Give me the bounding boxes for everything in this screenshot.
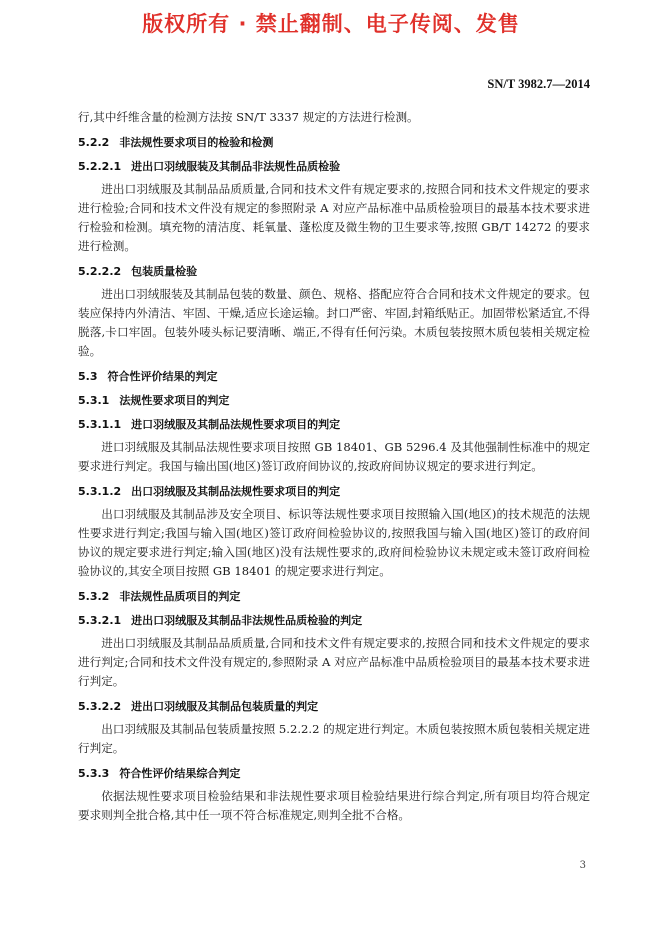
section-number: 5.2.2 <box>78 136 110 149</box>
section-title: 符合性评价结果的判定 <box>107 370 218 383</box>
section-number: 5.3.2.1 <box>78 614 122 627</box>
paragraph: 进出口羽绒服及其制品品质质量,合同和技术文件有规定要求的,按照合同和技术文件规定的要求进行检验;合同和技术文件没有规定的参照附录 A 对应产品标准中品质检验项目的最基本技术要求进行检验和检测。填充物的清洁度、耗氧量、蓬松度及微生物的卫生要求等,按照 GB/T 14272 的要求进行检测。 <box>78 182 590 253</box>
section-heading <box>78 613 590 629</box>
section-heading <box>78 393 590 409</box>
section-title: 非法规性要求项目的检验和检测 <box>119 136 274 149</box>
section-number: 5.2.2.2 <box>78 265 122 278</box>
document-number: SN/T 3982.7—2014 <box>487 77 590 91</box>
section-number: 5.3.1 <box>78 394 110 407</box>
section-number: 5.3 <box>78 370 98 383</box>
section-heading <box>78 159 590 175</box>
document-body <box>78 108 590 829</box>
section-title: 法规性要求项目的判定 <box>119 394 230 407</box>
copyright-watermark: 版权所有 · 禁止翻制、电子传阅、发售 <box>142 12 520 36</box>
section-title: 非法规性品质项目的判定 <box>119 590 241 603</box>
section-title: 进出口羽绒服及其制品包装质量的判定 <box>131 700 319 713</box>
section-heading <box>78 699 590 715</box>
section-number: 5.3.2 <box>78 590 110 603</box>
section-title: 进口羽绒服及其制品法规性要求项目的判定 <box>131 418 341 431</box>
section-heading <box>78 417 590 433</box>
section-heading <box>78 766 590 782</box>
section-title: 进出口羽绒服及其制品非法规性品质检验的判定 <box>131 614 363 627</box>
paragraph: 进出口羽绒服装及其制品包装的数量、颜色、规格、搭配应符合合同和技术文件规定的要求。包装应保持内外清洁、牢固、干燥,适应长途运输。封口严密、牢固,封箱纸贴正。加固带松紧适宜,不得脱落,卡口牢固。包装外唛头标记要清晰、端正,不得有任何污染。木质包装按照木质包装相关规定检验。 <box>78 287 590 358</box>
page-number: 3 <box>579 860 586 871</box>
section-heading <box>78 589 590 605</box>
section-number: 5.3.3 <box>78 767 110 780</box>
paragraph: 出口羽绒服及其制品包装质量按照 5.2.2.2 的规定进行判定。木质包装按照木质包装相关规定进行判定。 <box>78 722 590 755</box>
section-title: 进出口羽绒服装及其制品非法规性品质检验 <box>131 160 341 173</box>
section-number: 5.3.1.1 <box>78 418 122 431</box>
section-number: 5.3.1.2 <box>78 485 122 498</box>
section-title: 包装质量检验 <box>131 265 198 278</box>
paragraph: 行,其中纤维含量的检测方法按 SN/T 3337 规定的方法进行检测。 <box>78 110 419 124</box>
section-number: 5.2.2.1 <box>78 160 122 173</box>
section-heading <box>78 135 590 151</box>
section-title: 出口羽绒服及其制品法规性要求项目的判定 <box>131 485 341 498</box>
section-heading <box>78 369 590 385</box>
section-heading <box>78 264 590 280</box>
section-number: 5.3.2.2 <box>78 700 122 713</box>
paragraph: 进口羽绒服及其制品法规性要求项目按照 GB 18401、GB 5296.4 及其他强制性标准中的规定要求进行判定。我国与输出国(地区)签订政府间协议的,按政府间协议规定的要求进行判定。 <box>78 440 590 473</box>
paragraph: 依据法规性要求项目检验结果和非法规性要求项目检验结果进行综合判定,所有项目均符合规定要求则判全批合格,其中任一项不符合标准规定,则判全批不合格。 <box>78 789 590 822</box>
section-title: 符合性评价结果综合判定 <box>119 767 241 780</box>
section-heading <box>78 484 590 500</box>
paragraph: 进出口羽绒服及其制品品质质量,合同和技术文件有规定要求的,按照合同和技术文件规定的要求进行判定;合同和技术文件没有规定的,参照附录 A 对应产品标准中品质检验项目的最基本技术要求进行判定。 <box>78 636 590 688</box>
paragraph: 出口羽绒服及其制品涉及安全项目、标识等法规性要求项目按照输入国(地区)的技术规范的法规性要求进行判定;我国与输入国(地区)签订政府间检验协议的,按照我国与输入国(地区)签订的政府间协议的规定要求进行判定;输入国(地区)没有法规性要求的,政府间检验协议未规定或未签订政府间检验协议的,其安全项目按照 GB 18401 的规定要求进行判定。 <box>78 507 590 578</box>
